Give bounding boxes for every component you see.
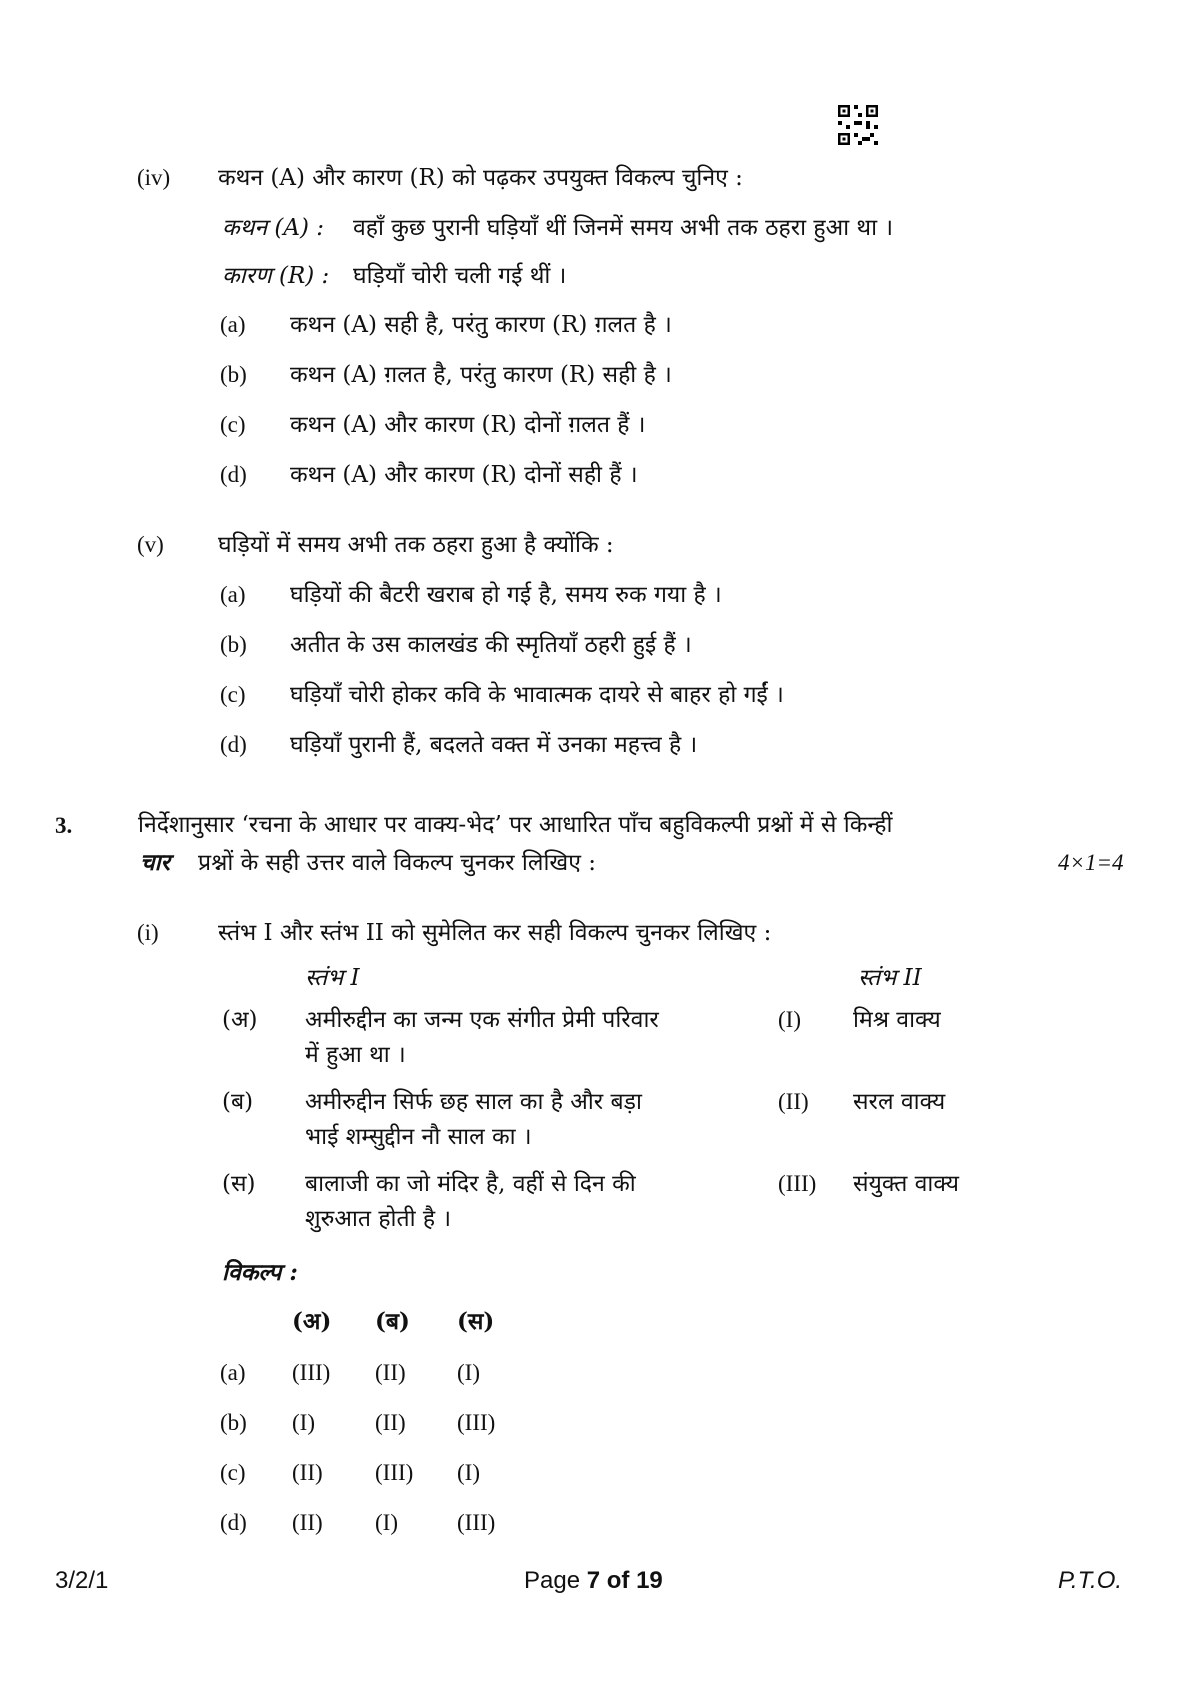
question-number: (v) — [137, 532, 164, 557]
row-text-line1: बालाजी का जो मंदिर है, वहीं से दिन की — [305, 1171, 636, 1197]
match-label: (III) — [778, 1171, 817, 1196]
row-label: (स) — [222, 1171, 256, 1197]
question-prompt: घड़ियों में समय अभी तक ठहरा हुआ है क्योंकि : — [218, 532, 614, 558]
marks-label: 4×1=4 — [1058, 850, 1124, 875]
pto-label: P.T.O. — [1058, 1567, 1123, 1594]
option-text: कथन (A) और कारण (R) दोनों ग़लत हैं । — [290, 412, 646, 438]
option-value: (I) — [457, 1460, 480, 1485]
option-text: कथन (A) ग़लत है, परंतु कारण (R) सही है । — [290, 362, 672, 388]
option-label: (c) — [220, 412, 246, 437]
assertion-label: कथन (A) : — [222, 215, 325, 241]
option-text: घड़ियाँ चोरी होकर कवि के भावात्मक दायरे से बाहर हो गईं । — [290, 682, 784, 708]
reason-text: घड़ियाँ चोरी चली गई थीं । — [353, 263, 567, 289]
match-text: सरल वाक्य — [853, 1089, 946, 1115]
row-text-line1: अमीरुद्दीन का जन्म एक संगीत प्रेमी परिवार — [305, 1007, 659, 1033]
row-text-line1: अमीरुद्दीन सिर्फ छह साल का है और बड़ा — [305, 1089, 642, 1115]
match-text: मिश्र वाक्य — [853, 1007, 941, 1033]
question-number: (iv) — [137, 165, 171, 190]
option-value: (II) — [292, 1510, 323, 1535]
option-label: (d) — [220, 1510, 247, 1535]
qr-code-icon — [838, 105, 878, 145]
options-title: विकल्प : — [222, 1259, 298, 1286]
option-label: (c) — [220, 682, 246, 707]
row-label: (ब) — [222, 1089, 254, 1115]
row-text-line2: भाई शम्सुद्दीन नौ साल का । — [305, 1124, 532, 1150]
option-value: (I) — [292, 1410, 315, 1435]
option-value: (III) — [375, 1460, 414, 1485]
match-label: (II) — [778, 1089, 809, 1114]
option-label: (d) — [220, 732, 247, 757]
option-text: घड़ियाँ पुरानी हैं, बदलते वक्त में उनका महत्त्व है । — [290, 732, 698, 758]
column-2-header: स्तंभ II — [858, 965, 922, 991]
row-text-line2: में हुआ था । — [305, 1042, 406, 1068]
page-indicator — [524, 1567, 663, 1595]
option-label: (b) — [220, 1410, 247, 1435]
assertion-text: वहाँ कुछ पुरानी घड़ियाँ थीं जिनमें समय अभी तक ठहरा हुआ था । — [353, 215, 894, 241]
page-prefix: Page — [524, 1567, 581, 1594]
option-label: (a) — [220, 312, 246, 337]
question-prompt: कथन (A) और कारण (R) को पढ़कर उपयुक्त विकल्प चुनिए : — [218, 165, 743, 191]
option-value: (III) — [457, 1510, 496, 1535]
option-label: (a) — [220, 1360, 246, 1385]
paper-code: 3/2/1 — [55, 1567, 109, 1594]
question-instruction-line1: निर्देशानुसार ‘रचना के आधार पर वाक्य-भेद’ पर आधारित पाँच बहुविकल्पी प्रश्नों में से किन्हीं — [138, 812, 893, 838]
option-label: (b) — [220, 362, 247, 387]
row-label: (अ) — [222, 1007, 258, 1033]
option-text: अतीत के उस कालखंड की स्मृतियाँ ठहरी हुई हैं । — [290, 632, 692, 658]
option-text: कथन (A) और कारण (R) दोनों सही हैं । — [290, 462, 638, 488]
reason-label: कारण (R) : — [222, 263, 330, 289]
option-value: (II) — [375, 1410, 406, 1435]
options-header-c: (स) — [457, 1308, 495, 1335]
question-instruction-line2: प्रश्नों के सही उत्तर वाले विकल्प चुनकर लिखिए : — [198, 850, 596, 876]
option-value: (III) — [292, 1360, 331, 1385]
option-value: (I) — [375, 1510, 398, 1535]
question-instruction-bold: चार — [140, 849, 170, 876]
option-text: घड़ियों की बैटरी खराब हो गई है, समय रुक गया है । — [290, 582, 722, 608]
match-label: (I) — [778, 1007, 801, 1032]
option-label: (a) — [220, 582, 246, 607]
option-value: (II) — [375, 1360, 406, 1385]
match-text: संयुक्त वाक्य — [853, 1171, 960, 1197]
option-value: (II) — [292, 1460, 323, 1485]
page-total: of 19 — [606, 1567, 663, 1594]
option-value: (I) — [457, 1360, 480, 1385]
options-header-b: (ब) — [375, 1308, 410, 1335]
question-number: 3. — [55, 813, 73, 838]
options-header-a: (अ) — [292, 1308, 332, 1335]
question-prompt: स्तंभ I और स्तंभ II को सुमेलित कर सही विकल्प चुनकर लिखिए : — [218, 920, 772, 946]
column-1-header: स्तंभ I — [305, 965, 360, 991]
option-label: (c) — [220, 1460, 246, 1485]
option-label: (d) — [220, 462, 247, 487]
page-number: 7 — [586, 1567, 601, 1594]
option-label: (b) — [220, 632, 247, 657]
row-text-line2: शुरुआत होती है । — [305, 1206, 452, 1232]
option-text: कथन (A) सही है, परंतु कारण (R) ग़लत है । — [290, 312, 672, 338]
option-value: (III) — [457, 1410, 496, 1435]
question-number: (i) — [137, 920, 159, 945]
